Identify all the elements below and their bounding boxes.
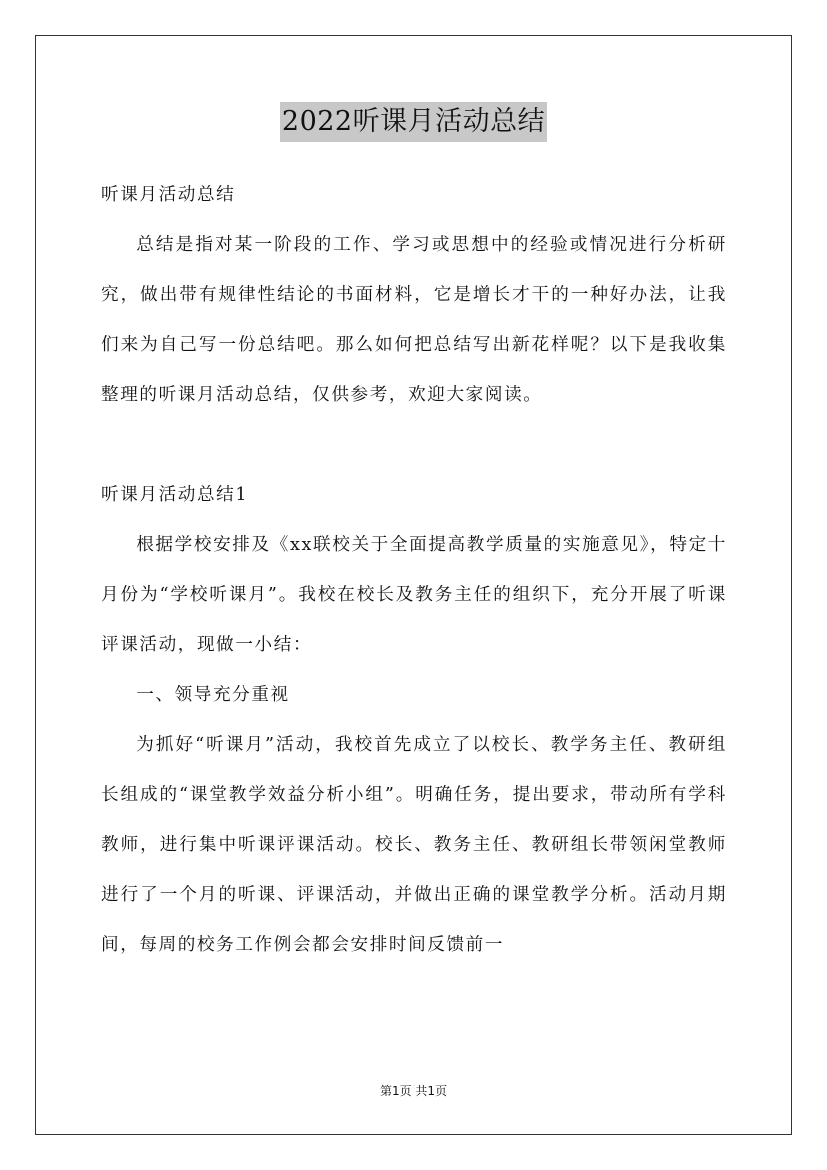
page-footer: 第1页 共1页 xyxy=(379,1084,448,1098)
subheading-summary-1: 听课月活动总结1 xyxy=(101,485,249,505)
section-heading-1: 一、领导充分重视 xyxy=(136,685,290,705)
body-paragraph-2: 为抓好“听课月”活动，我校首先成立了以校长、教学务主任、教研组长组成的“课堂教学效益分析小组”。明确任务，提出要求，带动所有学科教师，进行集中听课评课活动。校长、教务主任、教研组长带领闲堂教师进行了一个月的听课、评课活动，并做出正确的课堂教学分析。活动月期间，每周的校务工作例会都会安排时间反馈前一 xyxy=(101,735,727,955)
body-paragraph-1: 根据学校安排及《xx联校关于全面提高教学质量的实施意见》，特定十月份为“学校听课月”。我校在校长及教务主任的组织下，充分开展了听课评课活动，现做一小结： xyxy=(101,535,727,655)
title-container xyxy=(0,102,827,142)
document-body xyxy=(101,170,727,970)
intro-paragraph: 总结是指对某一阶段的工作、学习或思想中的经验或情况进行分析研究，做出带有规律性结论的书面材料，它是增长才干的一种好办法，让我们来为自己写一份总结吧。那么如何把总结写出新花样呢？以下是我收集整理的听课月活动总结，仅供参考，欢迎大家阅读。 xyxy=(101,235,727,405)
document-title: 2022听课月活动总结 xyxy=(280,102,547,142)
paragraph-spacer xyxy=(101,420,727,470)
subheading-summary: 听课月活动总结 xyxy=(101,185,236,205)
